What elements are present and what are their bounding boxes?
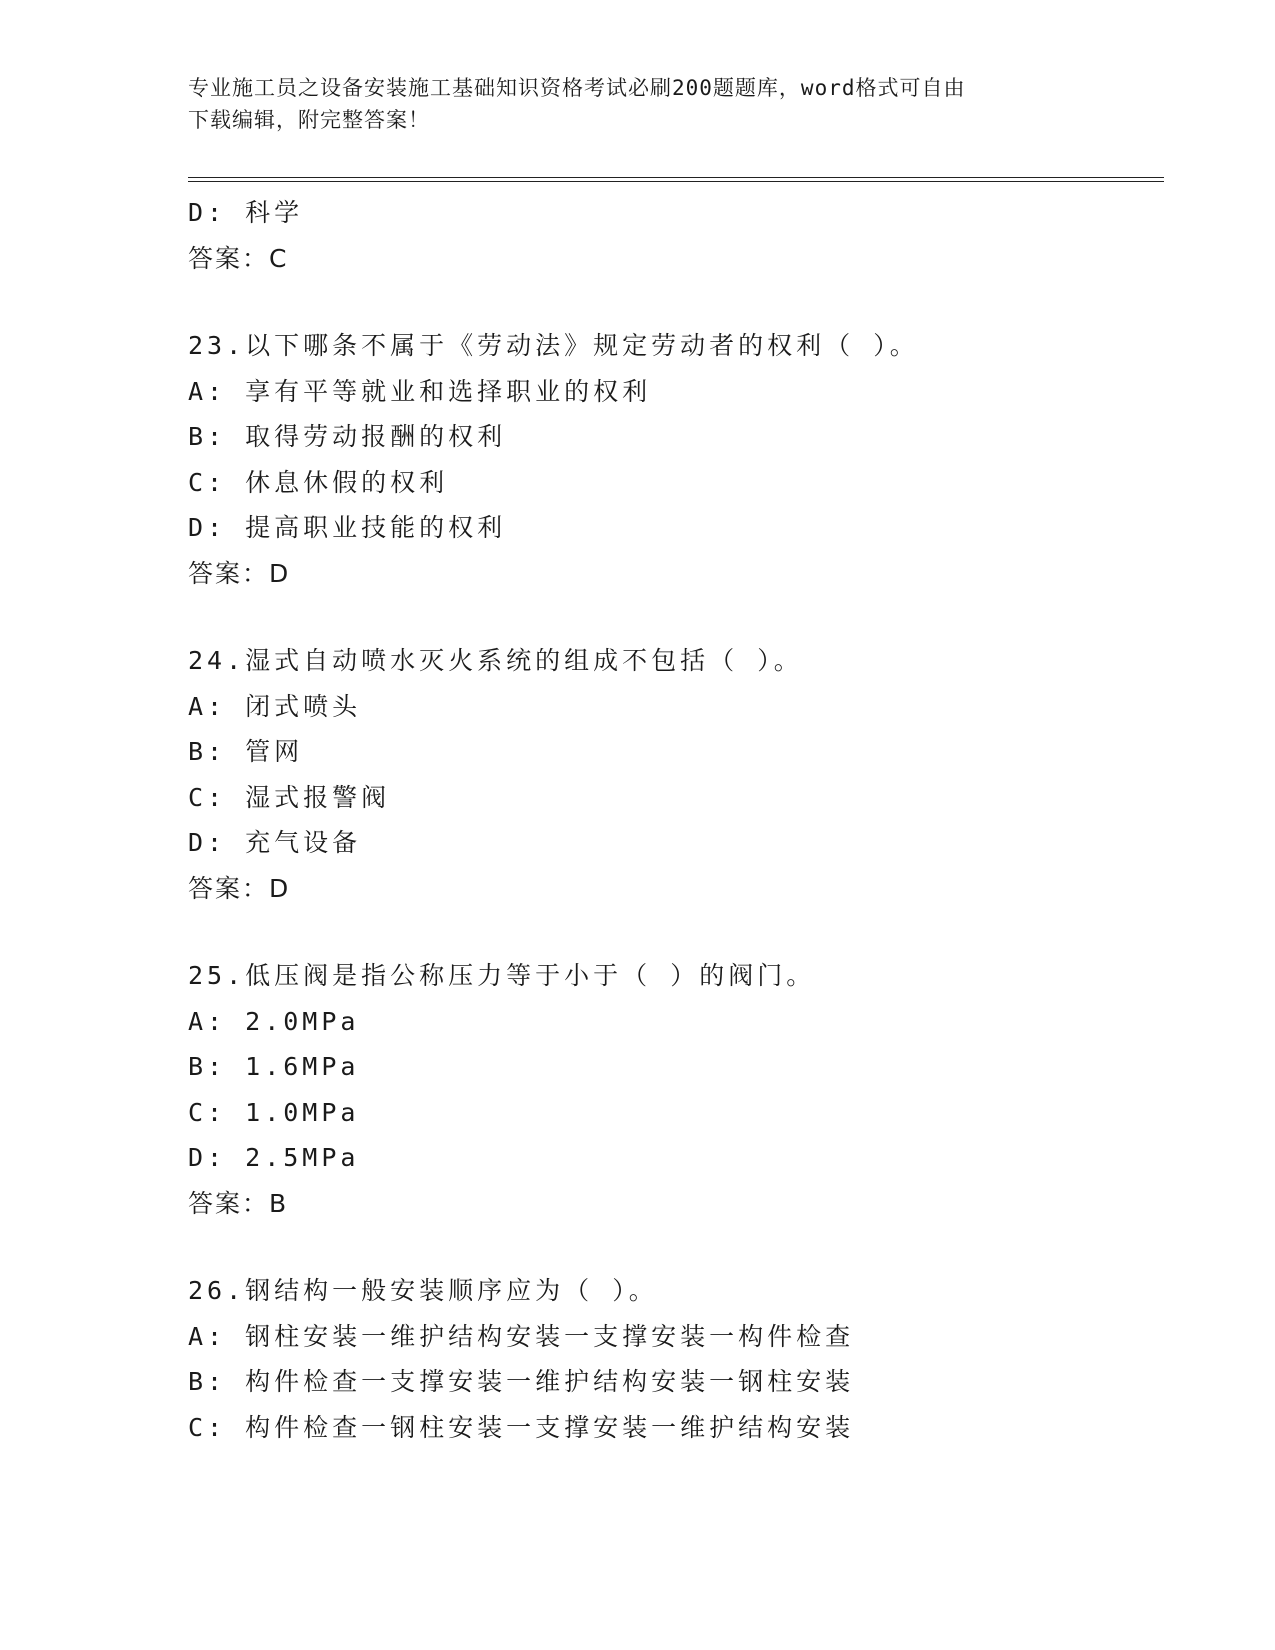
document-header bbox=[188, 72, 1088, 136]
question-text: 26.钢结构一般安装顺序应为（ ）。 bbox=[188, 1276, 658, 1305]
option-d: D: 充气设备 bbox=[188, 828, 362, 857]
header-line-1: 专业施工员之设备安装施工基础知识资格考试必刷200题题库，word格式可自由 bbox=[188, 76, 966, 100]
answer: 答案：B bbox=[188, 1188, 289, 1218]
option-d: D: 提高职业技能的权利 bbox=[188, 513, 507, 542]
answer: 答案：D bbox=[188, 558, 291, 588]
option-d: D: 2.5MPa bbox=[188, 1143, 360, 1172]
header-divider bbox=[188, 177, 1164, 182]
option-a: A: 钢柱安装一维护结构安装一支撑安装一构件检查 bbox=[188, 1321, 855, 1351]
question-23 bbox=[188, 323, 1168, 596]
option-c: C: 休息休假的权利 bbox=[188, 467, 449, 497]
option-a: A: 闭式喷头 bbox=[188, 691, 362, 721]
question-24 bbox=[188, 638, 1168, 911]
option-a: A: 2.0MPa bbox=[188, 1006, 360, 1036]
question-25 bbox=[188, 953, 1168, 1226]
question-list bbox=[188, 190, 1168, 1450]
question-text: 23.以下哪条不属于《劳动法》规定劳动者的权利（ ）。 bbox=[188, 331, 919, 360]
option-c: C: 构件检查一钢柱安装一支撑安装一维护结构安装 bbox=[188, 1412, 855, 1442]
question-26 bbox=[188, 1268, 1168, 1450]
option-c: C: 湿式报警阀 bbox=[188, 782, 391, 812]
option-b: B: 构件检查一支撑安装一维护结构安装一钢柱安装 bbox=[188, 1367, 855, 1396]
option-a: A: 享有平等就业和选择职业的权利 bbox=[188, 376, 652, 406]
answer: 答案：D bbox=[188, 873, 291, 903]
option-c: C: 1.0MPa bbox=[188, 1097, 360, 1127]
header-line-2: 下载编辑，附完整答案！ bbox=[188, 108, 430, 132]
question-text: 24.湿式自动喷水灭火系统的组成不包括（ ）。 bbox=[188, 646, 803, 675]
option-b: B: 1.6MPa bbox=[188, 1052, 360, 1081]
option-d: D: 科学 bbox=[188, 198, 304, 227]
answer: 答案：C bbox=[188, 243, 289, 273]
option-b: B: 取得劳动报酬的权利 bbox=[188, 422, 507, 451]
option-b: B: 管网 bbox=[188, 737, 304, 766]
question-text: 25.低压阀是指公称压力等于小于（ ）的阀门。 bbox=[188, 961, 816, 990]
